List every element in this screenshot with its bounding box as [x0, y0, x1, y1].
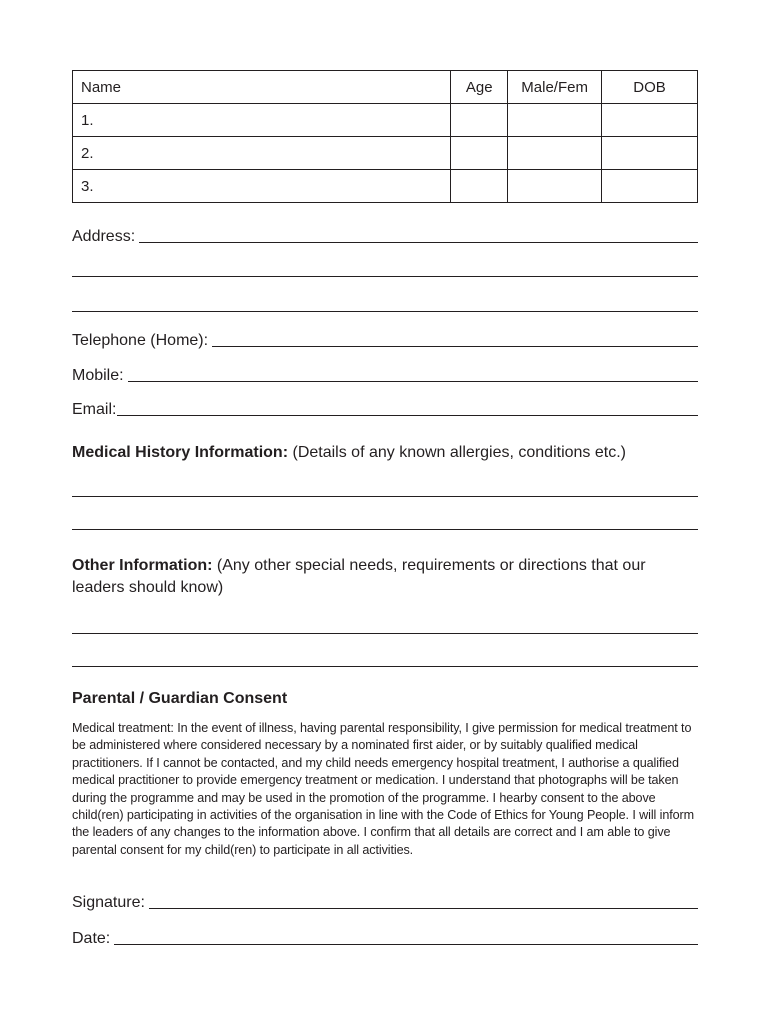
- table-row: [73, 104, 698, 137]
- header-sex: Male/Fem: [508, 71, 602, 104]
- child-dob-cell-3[interactable]: [602, 170, 698, 203]
- signature-line[interactable]: [149, 908, 698, 909]
- other-title: Other Information:: [72, 557, 213, 574]
- header-age: Age: [451, 71, 508, 104]
- date-line[interactable]: [114, 944, 698, 945]
- medical-line-2[interactable]: [72, 529, 698, 530]
- table-row: [73, 170, 698, 203]
- email-field: [72, 399, 698, 419]
- header-name: Name: [73, 71, 451, 104]
- medical-title: Medical History Information:: [72, 444, 289, 461]
- table-header-row: [73, 71, 698, 104]
- address-line-3[interactable]: [72, 311, 698, 312]
- child-sex-cell-3[interactable]: [508, 170, 602, 203]
- child-age-cell-1[interactable]: [451, 104, 508, 137]
- child-dob-cell-2[interactable]: [602, 137, 698, 170]
- child-name-cell-2[interactable]: 2.: [73, 137, 451, 170]
- email-line[interactable]: [117, 415, 698, 416]
- children-details-table: [72, 70, 698, 203]
- child-age-cell-3[interactable]: [451, 170, 508, 203]
- date-label: Date:: [72, 930, 111, 947]
- mobile-field: [72, 365, 698, 385]
- consent-text: Medical treatment: In the event of illness, having parental responsibility, I give permission for medical treatment to be administered where considered necessary by a nominated first aider, or by suitably qualified medical practitioners. If I cannot be contacted, and my child needs emergency hospital treatment, I authorise a qualified medical practitioner to provide emergency treatment or medication. I understand that photographs will be taken during the programme and may be used in the promotion of the programme. I hearby consent to the above child(ren) participating in activities of the organisation in line with the Code of Ethics for Young People. I will inform the leaders of any changes to the information above. I confirm that all details are correct and I am able to give parental consent for my child(ren) to participate in all activities.: [72, 721, 695, 857]
- child-sex-cell-2[interactable]: [508, 137, 602, 170]
- address-line-1[interactable]: [139, 242, 698, 243]
- mobile-line[interactable]: [128, 381, 698, 382]
- child-age-cell-2[interactable]: [451, 137, 508, 170]
- other-note: (Any other special needs, requirements or directions that our leaders should know): [72, 557, 646, 596]
- other-heading: [72, 555, 702, 599]
- telephone-field: [72, 330, 698, 350]
- mobile-label: Mobile:: [72, 367, 124, 384]
- child-sex-cell-1[interactable]: [508, 104, 602, 137]
- other-line-2[interactable]: [72, 666, 698, 667]
- email-label: Email:: [72, 401, 117, 418]
- medical-heading: [72, 442, 702, 464]
- signature-field: [72, 892, 698, 912]
- telephone-label: Telephone (Home):: [72, 332, 209, 349]
- other-line-1[interactable]: [72, 633, 698, 634]
- address-line-2[interactable]: [72, 276, 698, 277]
- address-field: [72, 226, 698, 246]
- medical-note: (Details of any known allergies, conditions etc.): [292, 444, 626, 461]
- child-dob-cell-1[interactable]: [602, 104, 698, 137]
- child-name-cell-3[interactable]: 3.: [73, 170, 451, 203]
- child-name-cell-1[interactable]: 1.: [73, 104, 451, 137]
- header-dob: DOB: [602, 71, 698, 104]
- date-field: [72, 928, 698, 948]
- signature-label: Signature:: [72, 894, 145, 911]
- address-label: Address:: [72, 228, 136, 245]
- medical-line-1[interactable]: [72, 496, 698, 497]
- telephone-line[interactable]: [212, 346, 698, 347]
- consent-title: Parental / Guardian Consent: [72, 690, 288, 707]
- table-row: [73, 137, 698, 170]
